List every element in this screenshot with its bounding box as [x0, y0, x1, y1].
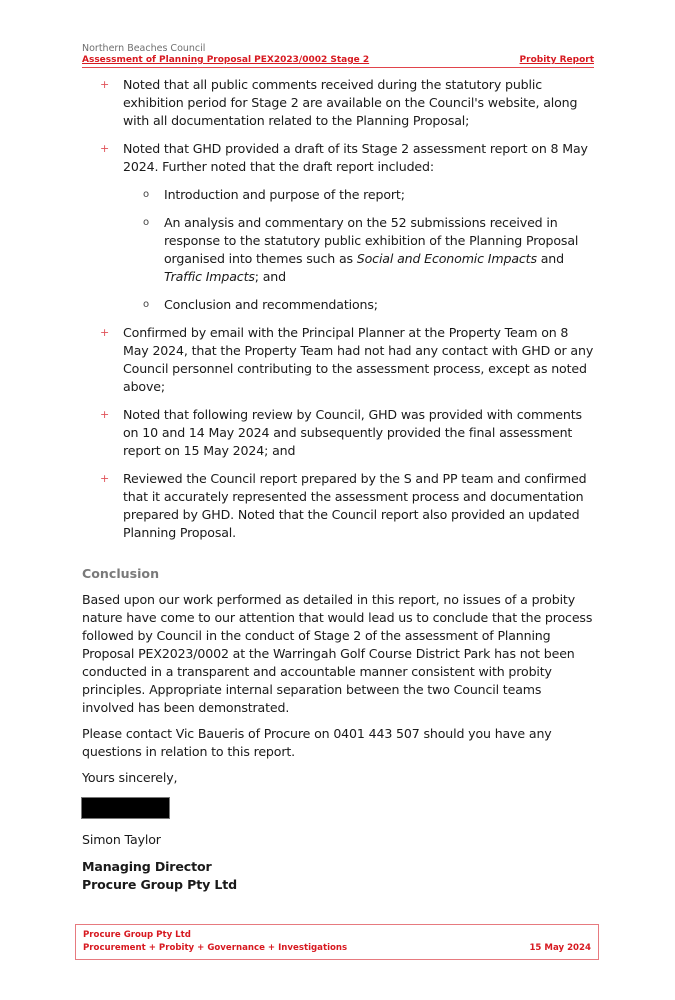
list-item-text: Noted that following review by Council, GHD was provided with comments on 10 and 14 May 2024 and subsequently provided the final assessment report on 15 May 2024; and: [123, 407, 582, 458]
signatory-name: Simon Taylor: [82, 832, 161, 847]
italic-theme-2: Traffic Impacts: [164, 269, 255, 284]
text-run: and: [536, 251, 564, 266]
italic-theme-1: Social and Economic Impacts: [356, 251, 537, 266]
plus-bullet-icon: +: [100, 142, 110, 155]
conclusion-heading: Conclusion: [82, 566, 160, 581]
list-item-text: Noted that GHD provided a draft of its Stage 2 assessment report on 8 May 2024. Further noted that the draft report included:: [123, 141, 588, 174]
plus-bullet-icon: +: [100, 472, 110, 485]
circle-bullet-icon: o: [143, 299, 149, 310]
sub-list-item: [82, 214, 596, 286]
list-item: [82, 324, 596, 396]
plus-bullet-icon: +: [100, 326, 110, 339]
footer-row-2: [83, 942, 591, 955]
circle-bullet-icon: o: [143, 217, 149, 228]
header-organisation: Northern Beaches Council: [82, 43, 206, 54]
sub-list-item: [82, 296, 596, 314]
signatory-company: Procure Group Pty Ltd: [82, 877, 237, 892]
sub-list-item-text: Conclusion and recommendations;: [164, 297, 378, 312]
redacted-signature: [81, 797, 170, 819]
footer-date: 15 May 2024: [529, 943, 591, 953]
list-item: [82, 76, 596, 130]
footer-row-1: [83, 929, 591, 942]
header-report-type: Probity Report: [519, 55, 594, 65]
conclusion-paragraph: Based upon our work performed as detailed in this report, no issues of a probity nature have come to our attention that would lead us to conclude that the process followed by Council in the conduct of Stage 2 of the assessment of Planning Proposal PEX2023/0002 at the Warringah Golf Course District Park has not been conducted in a transparent and accountable manner consistent with probity principles. Appropriate internal separation between the two Council teams involved has been demonstrated.: [82, 592, 593, 715]
document-body: [82, 76, 596, 894]
plus-bullet-icon: +: [100, 408, 110, 421]
header-title-bar: [82, 55, 594, 68]
list-item-text: Reviewed the Council report prepared by the S and PP team and confirmed that it accurately represented the assessment process and documentation prepared by GHD. Noted that the Council report also provided an updated Planning Proposal.: [123, 471, 587, 540]
list-item: [82, 406, 596, 460]
header-document-title: Assessment of Planning Proposal PEX2023/0002 Stage 2: [82, 55, 370, 65]
signatory-title: Managing Director: [82, 859, 212, 874]
sub-list-item-text: Introduction and purpose of the report;: [164, 187, 405, 202]
closing-salutation: Yours sincerely,: [82, 770, 178, 785]
contact-paragraph: Please contact Vic Baueris of Procure on 0401 443 507 should you have any questions in relation to this report.: [82, 726, 552, 759]
sub-list-item-text: [164, 214, 596, 286]
sub-list-item: [82, 186, 596, 204]
text-run: An analysis and commentary on the 52 submissions received in response to the statutory public exhibition of the Planning Proposal organised into themes such as: [164, 215, 579, 266]
footer-company: Procure Group Pty Ltd: [83, 930, 191, 940]
text-run: ; and: [254, 269, 286, 284]
circle-bullet-icon: o: [143, 189, 149, 200]
list-item: [82, 140, 596, 176]
footer-services: Procurement + Probity + Governance + Investigations: [83, 943, 348, 953]
list-item-text: Confirmed by email with the Principal Planner at the Property Team on 8 May 2024, that the Property Team had not had any contact with GHD or any Council personnel contributing to the assessment process, except as noted above;: [123, 325, 594, 394]
list-item-text: Noted that all public comments received during the statutory public exhibition period for Stage 2 are available on the Council's website, along with all documentation related to the Planning Proposal;: [123, 77, 578, 128]
list-item: [82, 470, 596, 542]
plus-bullet-icon: +: [100, 78, 110, 91]
